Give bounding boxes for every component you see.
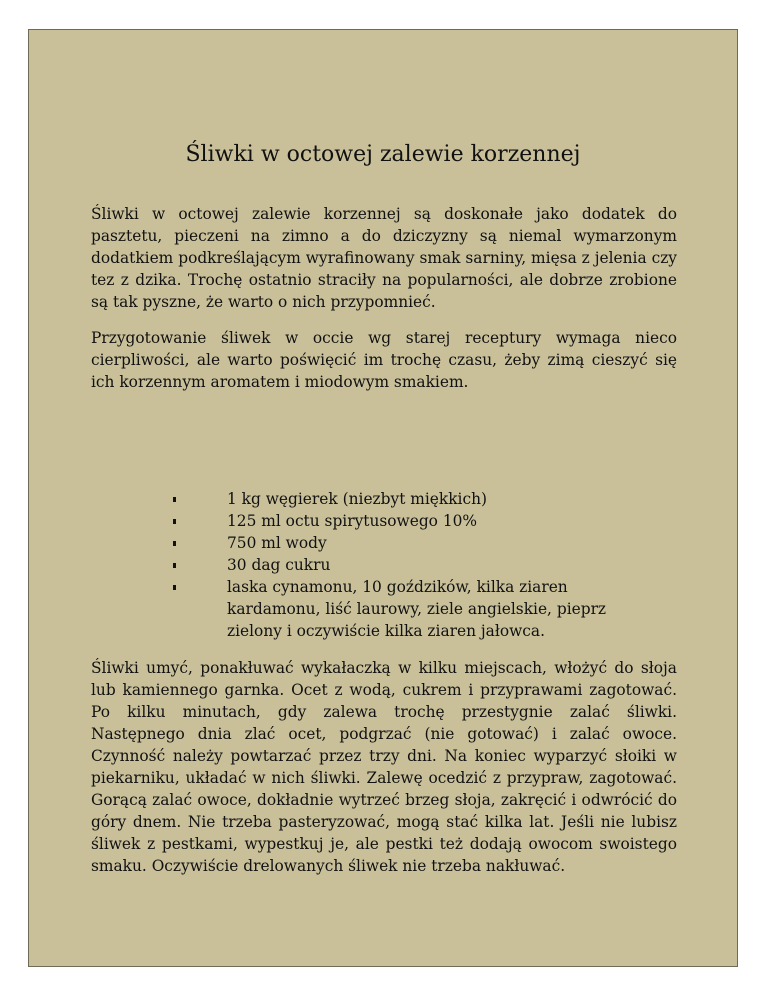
ingredient-text: 1 kg węgierek (niezbyt miękkich) <box>227 490 488 508</box>
ingredient-text: 125 ml octu spirytusowego 10% <box>227 512 478 530</box>
recipe-content <box>91 203 677 875</box>
preparation-paragraph: Przygotowanie śliwek w occie wg starej receptury wymaga nieco cierpliwości, ale warto poświęcić im trochę czasu, żeby zimą cieszyć się ich korzennym aromatem i miodowym smakiem. <box>91 329 677 391</box>
bullet-icon <box>173 563 176 568</box>
ingredient-text: laska cynamonu, 10 goździków, kilka ziaren kardamonu, liść laurowy, ziele angielskie, pieprz zielony i oczywiście kilka ziaren jałowca. <box>227 578 607 640</box>
ingredient-text: 750 ml wody <box>227 534 327 552</box>
ingredients-list <box>173 488 633 642</box>
bullet-icon <box>173 497 176 502</box>
intro-paragraph: Śliwki w octowej zalewie korzennej są doskonałe jako dodatek do pasztetu, pieczeni na zimno a do dziczyzny są niemal wymarzonym dodatkiem podkreślającym wyrafinowany smak sarniny, mięsa z jelenia czy tez z dzika. Trochę ostatnio straciły na popularności, ale dobrze zrobione są tak pyszne, że warto o nich przypomnieć. <box>91 205 677 311</box>
page-title: Śliwki w octowej zalewie korzennej <box>185 142 581 167</box>
ingredient-item <box>173 488 633 510</box>
ingredient-item <box>173 510 633 532</box>
recipe-page <box>28 29 738 967</box>
bullet-icon <box>173 519 176 524</box>
bullet-icon <box>173 541 176 546</box>
bullet-icon <box>173 585 176 590</box>
ingredient-item <box>173 554 633 576</box>
ingredient-text: 30 dag cukru <box>227 556 331 574</box>
steps-paragraph: Śliwki umyć, ponakłuwać wykałaczką w kilku miejscach, włożyć do słoja lub kamiennego garnka. Ocet z wodą, cukrem i przyprawami zagotować. Po kilku minutach, gdy zalewa trochę przestygnie zalać śliwki. Następnego dnia zlać ocet, podgrzać (nie gotować) i zalać owoce. Czynność należy powtarzać przez trzy dni. Na koniec wyparzyć słoiki w piekarniku, układać w nich śliwki. Zalewę ocedzić z przypraw, zagotować. Gorącą zalać owoce, dokładnie wytrzeć brzeg słoja, zakręcić i odwrócić do góry dnem. Nie trzeba pasteryzować, mogą stać kilka lat. Jeśli nie lubisz śliwek z pestkami, wypestkuj je, ale pestki też dodają owocom swoistego smaku. Oczywiście drelowanych śliwek nie trzeba nakłuwać. <box>91 659 677 875</box>
ingredient-item <box>173 532 633 554</box>
ingredient-item <box>173 576 633 642</box>
